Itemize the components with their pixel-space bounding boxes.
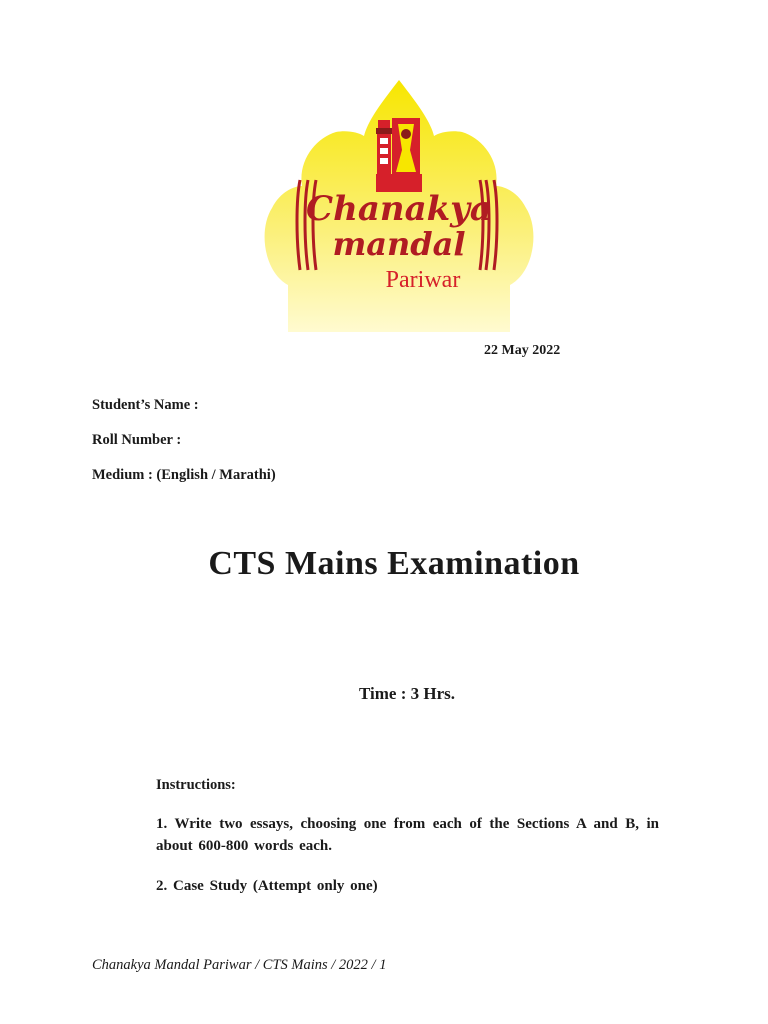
instruction-item-2: 2. Case Study (Attempt only one) [156, 878, 378, 894]
logo-line3: Pariwar [385, 267, 461, 293]
student-name-field: Student’s Name : [92, 397, 199, 413]
roll-number-field: Roll Number : [92, 432, 182, 448]
exam-time: Time : 3 Hrs. [359, 684, 456, 703]
logo-line1: Chanakya [306, 189, 492, 229]
page-footer: Chanakya Mandal Pariwar / CTS Mains / 2022 / 1 [92, 957, 387, 973]
logo-line2: mandal [332, 225, 466, 263]
page-title: CTS Mains Examination [208, 545, 580, 582]
instructions-label: Instructions: [156, 777, 236, 793]
chanakya-mandal-logo [258, 80, 540, 332]
tower-emblem-icon [376, 118, 422, 192]
medium-field: Medium : (English / Marathi) [92, 467, 276, 483]
exam-date: 22 May 2022 [484, 343, 561, 358]
instruction-item-1: 1. Write two essays, choosing one from each of the Sections A and B, in about 600-800 words each. [156, 816, 659, 854]
